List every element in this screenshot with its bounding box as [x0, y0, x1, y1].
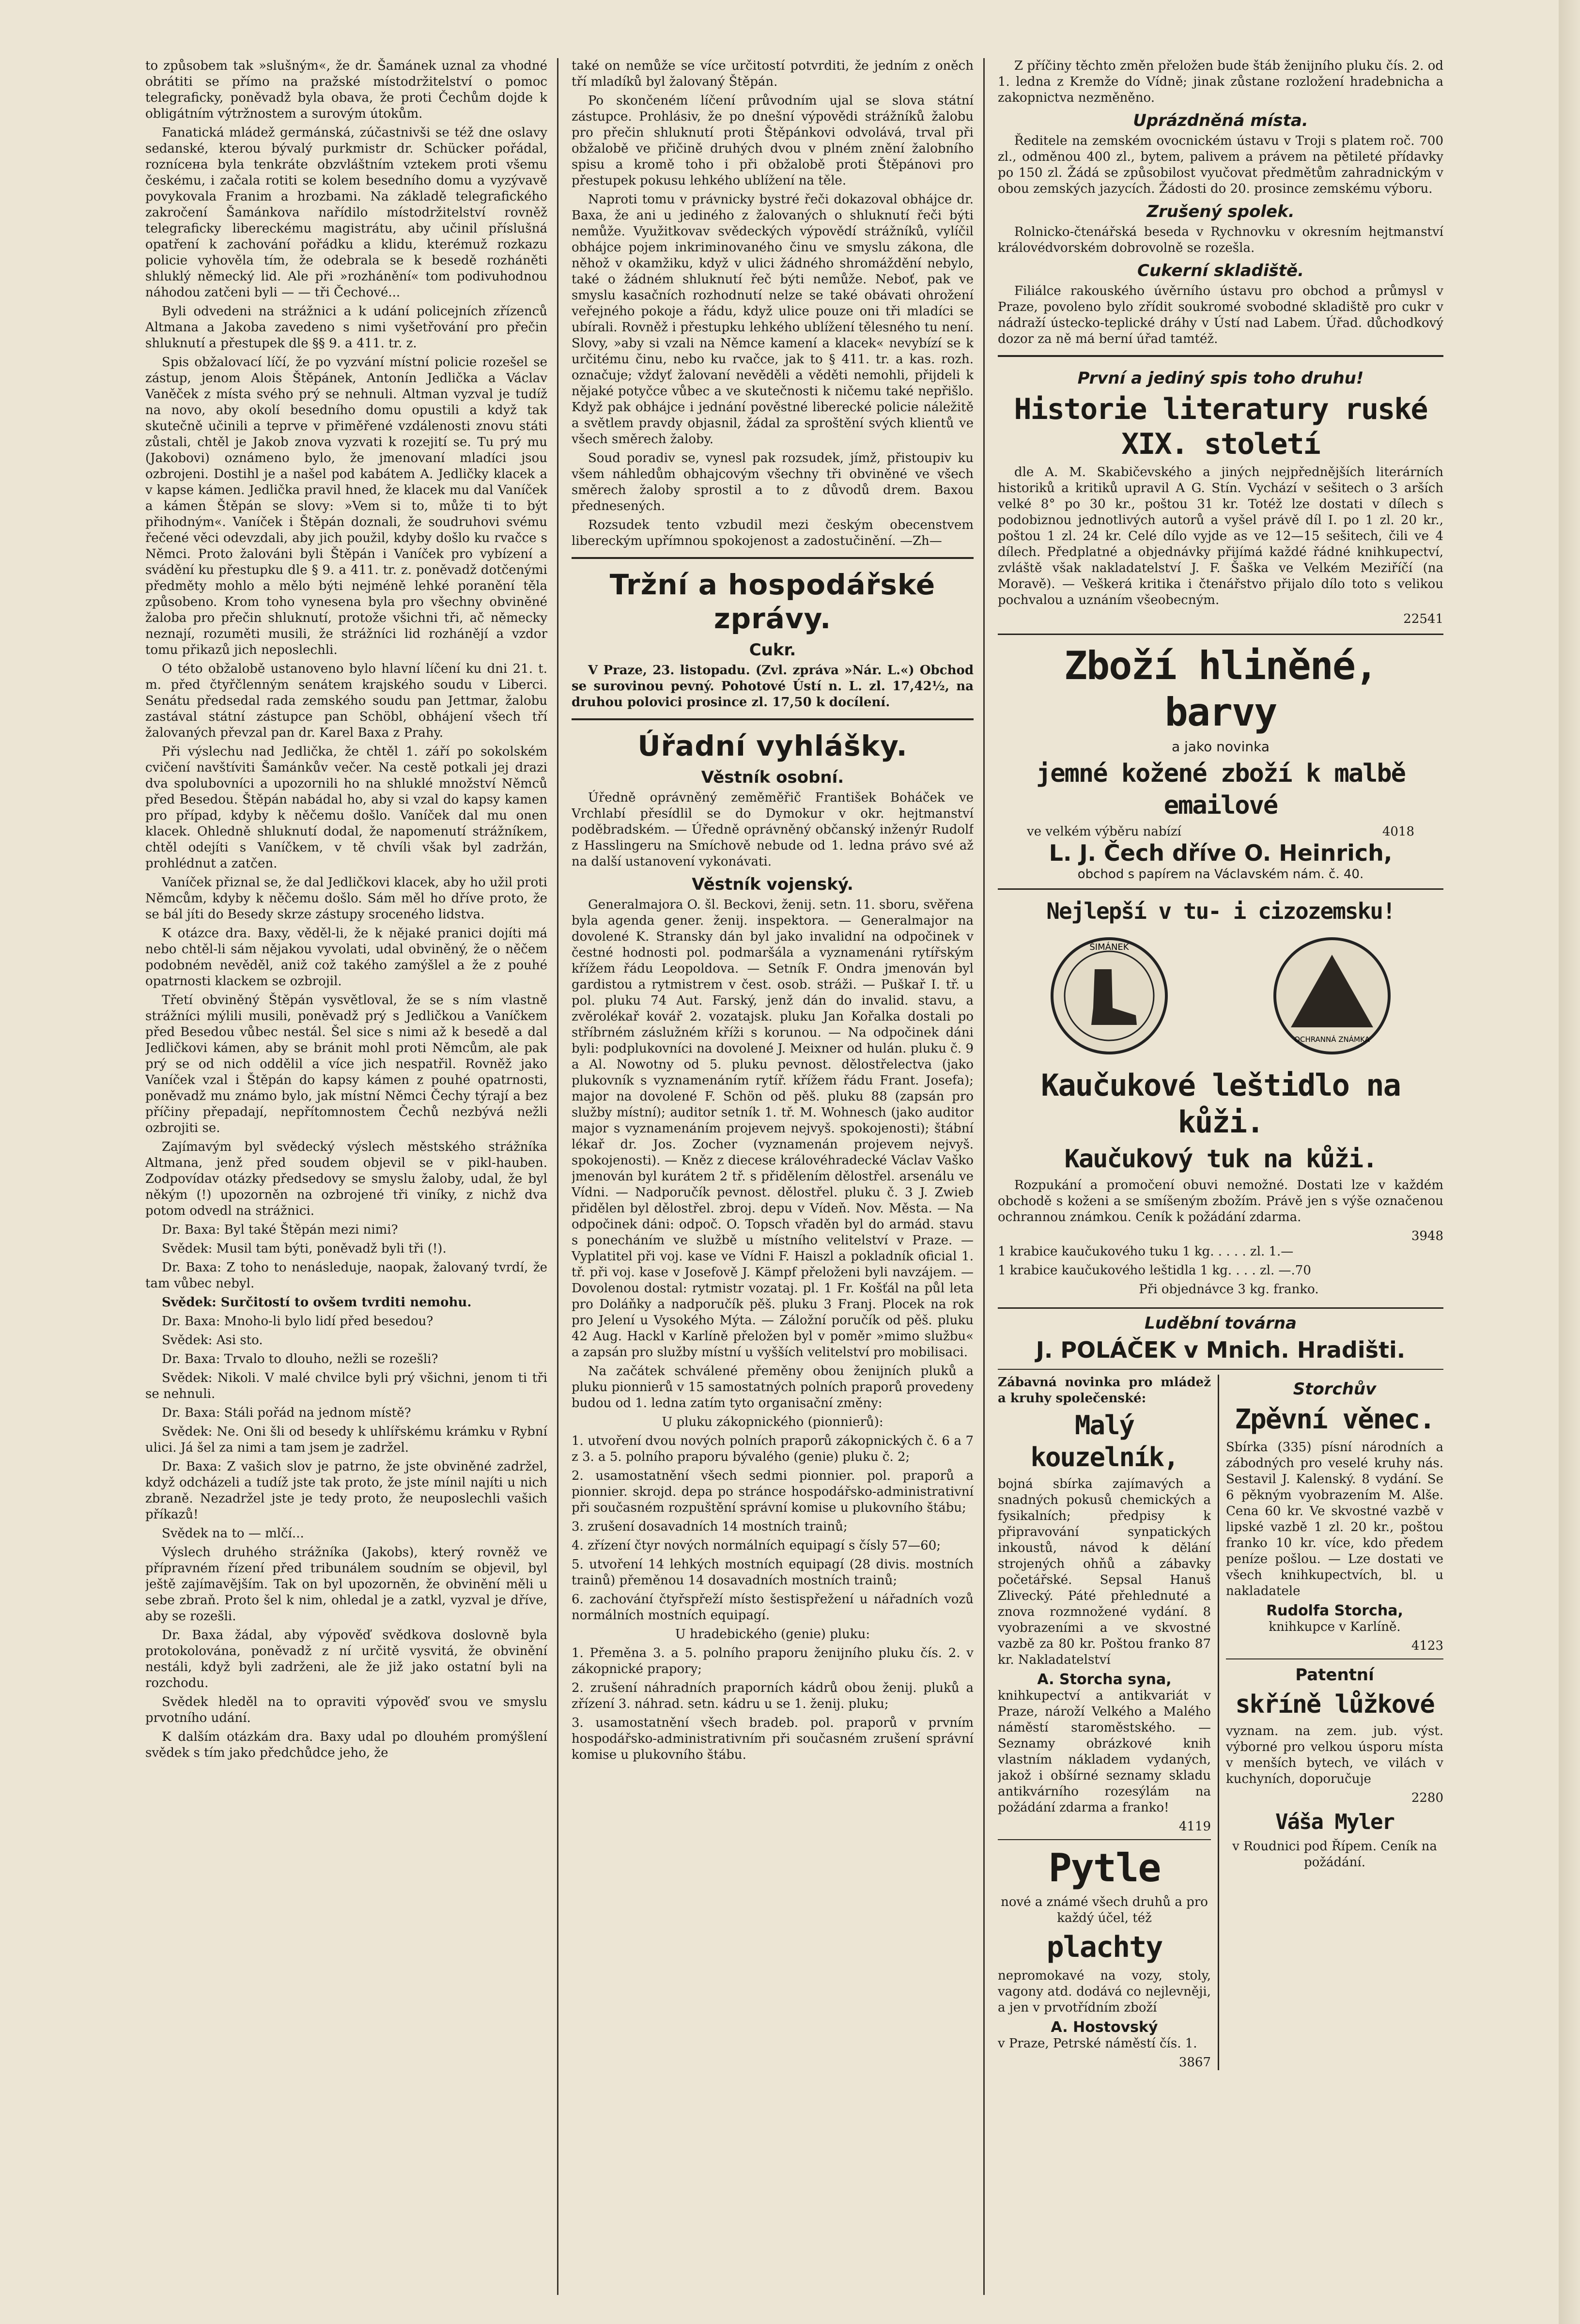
list-item: 1. utvoření dvou nových polních praporů zákopnických č. 6 a 7 z 3. a 5. polního praporu bývalého (genie) pluku č. 2; [572, 1434, 974, 1464]
paragraph: Soud poradiv se, vynesl pak rozsudek, jímž, přistoupiv ku všem náhledům obhajcovým všechny tři obviněné ve všech směrech žaloby sprostil a to z důvodů drem. Baxou přednesených. [572, 451, 974, 513]
boot-trademark-icon [1049, 935, 1170, 1056]
ad-text: Sbírka (335) písní národních a zábodných pro veselé kruhy nás. Sestavil J. Kalenský. 8 vydání. Se 6 pěkným vyobrazením M. Alše. Cena 60 kr. Ve skvostné vazbě v lipské vazbě 1 zl. 20 kr., poštou franko 10 kr. více, kdo předem peníze pošlou. — Lze dostati ve všech knihkupectvích, bl. u nakladatele [1226, 1440, 1443, 1598]
paragraph: Vaníček přiznal se, že dal Jedličkovi klacek, aby ho užil proti Němcům, kdyby k něčemu došlo. Sám měl ho dříve proto, že se bál jíti do Besedy skrze zástupy sroceného lidstva. [145, 875, 547, 922]
ad-number: 2280 [1411, 1791, 1443, 1805]
ad-headline: Luděbní továrna [1145, 1314, 1297, 1333]
list-item: 5. utvoření 14 lehkých mostních equipagí (28 divis. mostních trainů) přeměnou 14 dosavadních mostních trainů; [572, 1557, 974, 1588]
paragraph: K otázce dra. Baxy, věděl-li, že k nějaké pranici dojíti má nebo chtěl-li sám nějakou vyvolati, udal obviněný, že o něčem podobném nevěděl, aniž což takého zamýšlel a že z pouhé opatrnosti klackem se ozbrojil. [145, 926, 547, 989]
ad-number: 3867 [1178, 2055, 1211, 2070]
paragraph: Zajímavým byl svědecký výslech městského strážníka Altmana, jenž před soudem objevil se v pikl-hauben. Zodpovídav otázky předsedovy se smyslu žaloby, udal, že byl někým (!) upozorněn na ozbrojené tři viníky, z nichž dva potom odvedl na strážnici. [145, 1140, 547, 1218]
section-title-official: Úřadní vyhlášky. [637, 729, 908, 762]
column-divider [557, 58, 558, 2295]
ad-firm: Váša Myler [1275, 1810, 1394, 1834]
paragraph: Spis obžalovací líčí, že po vyzvání místní policie rozešel se zástup, jenom Alois Štěpánek, Antonín Jedlička a Václav Vaněček z místa svého prý se nehnuli. Altman vyzval je tudíž na novo, aby okolí besedního domu opustili a když tak skutečně učinili a teprve v přiměřené vzdálenosti znovu státi zůstali, chtěl je Jakob znova vyzvati k rozejití se. Tu prý mu (Jakobovi) oznámeno bylo, že jmenovaní mladíci jsou ozbrojeni. Dostihl je a našel pod kabátem A. Jedličky klacek a v kapse kámen. Jedlička pravil hned, že klacek mu dal Vaníček a kámen Štěpán se slovy: »Vem si to, může ti to být přihodným«. Vaníček i Štěpán doznali, že soudruhovi svému řečené věci odevzdali, aby jich použil, kdyby došlo ku rvačce s Němci. Proto žalováni byli Štěpán i Vaníček pro vybízení a svádění ku přestupku dle § 9. a 411. tr. z. poněvadž dotčenými předměty mohlo a mělo býti nejméně lehké poranění těla způsobeno. Krom toho vynesena byla pro všechny obviněné žaloba pro přečin shluknutí, protože všichni tři, ač německy neznají, rozuměti musili, že strážníci lid rozhánějí a vzdor tomu přikazů jich neposlechli. [145, 355, 547, 657]
ad-rule [1226, 1658, 1443, 1659]
ad-text: nové a známé všech druhů a pro každý účel, též [1001, 1895, 1208, 1925]
dialogue-line: Dr. Baxa: Mnoho-li bylo lidí před besedou? [162, 1314, 434, 1329]
dialogue-line: Dr. Baxa: Trvalo to dlouho, nežli se rozešli? [162, 1352, 438, 1366]
emblem-text: ŠIMÁNEK [1089, 942, 1129, 952]
ad-pottery [998, 635, 1443, 890]
ad-block-pair [998, 1375, 1443, 2070]
ad-headline: Storchův [1293, 1379, 1377, 1399]
ad-title-secondary: plachty [1046, 1930, 1162, 1964]
paragraph: K dalším otázkám dra. Baxy udal po dlouhém promýšlení svědek s tím jako předchůdce jeho, že [145, 1730, 547, 1760]
price-line: 1 krabice kaučukového leštidla 1 kg. . . . zl. —.70 [998, 1263, 1311, 1278]
paragraph: Úředně oprávněný zeměměřič František Boháček ve Vrchlabí přesídlil se do Dymokur v okr. hejtmanství poděbradském. — Úředně oprávněný občanský inženýr Rudolf z Hasslingeru na Smíchově nebude od 1. ledna právo své až na další ustanovení vykonávati. [572, 790, 974, 869]
section-rule [572, 557, 974, 559]
subsection-title: Cukr. [749, 640, 796, 660]
ad-title-secondary: Kaučukový tuk na kůži. [1064, 1145, 1377, 1174]
section-title-trade: Tržní a hospodářské zprávy. [609, 568, 936, 635]
ad-firm: A. Hostovský [1051, 2019, 1158, 2036]
triangle-trademark-icon [1271, 935, 1393, 1056]
ad-title: Zpěvní věnec. [1235, 1404, 1435, 1435]
ad-title: Zboží hliněné, barvy [1064, 643, 1378, 735]
paragraph: Dr. Baxa žádal, aby výpověď svědkova doslovně byla protokolována, poněvadž z ní určitě vysvitá, že obvinění nestáli, když byli zadrženi, ale že již jako ostatní byli na rozchodu. [145, 1628, 547, 1690]
paragraph: Svědek hleděl na to opraviti výpověď svou ve smyslu prvotního udání. [145, 1695, 547, 1725]
ad-number: 3948 [1411, 1229, 1443, 1243]
ad-text: Rozpukání a promočení obuvi nemožné. Dostati lze v každém obchodě s koženi a se smíšeným zbožím. Právě jen s výše označenou ochrannou známkou. Ceník k požádání zdarma. [998, 1178, 1443, 1224]
ad-text: dle A. M. Skabičevského a jiných nejpřednějších literárních historiků a kritiků upravil A G. Stín. Vychází v sešitech o 3 arších velké 8° po 30 kr., poštou 31 kr. Totéž lze dostati v dílech s podobiznou jednotlivých autorů a vyšel právě díl I. po 1 zl. 20 kr., poštou 1 zl. 24 kr. Celé dílo vyjde as ve 12—15 sešitech, čili ve 4 dílech. Předplatné a objednávky přijímá každé řádné knihkupectví, zvláště však nakladatelství J. F. Šaška ve Velkém Meziříčí (na Moravě). — Veškerá kritika i čtenářstvo přijalo dílo toto s velikou pochvalou a uznáním všeobecným. [998, 465, 1443, 607]
list-item: 3. usamostatnění všech bradeb. pol. praporů v prvním hospodářsko-administrativním při současném zrušení správní komise u plukovního štábu. [572, 1716, 974, 1762]
ad-firm: J. POLÁČEK v Mnich. Hradišti. [1036, 1337, 1406, 1363]
paragraph: Generalmajora O. šl. Beckovi, ženij. setn. 11. sboru, svěřena byla agenda gener. ženij. inspektora. — Generalmajor na dovolené K. Stransky dán byl jako invalidní na odpočinek v čestné hodnosti pol. podmaršála a vyznamenáni rytířským křížem řádu Leopoldova. — Setník F. Ondra jmenován byl gardistou a rytmistrem v čest. osob. stráži. — Puškař I. tř. u pol. pluku 74 Aut. Farský, jenž dán do invalid. stavu, a zvěrolékař kovář 2. vozatajsk. pluku Jan Kořalka dostali po stříbrném záslužném kříži s korunou. — Na odpočinek dáni byli: podplukovníci na dovolené J. Meixner od hulán. pluku č. 9 a Al. Nowotny od 5. pluku pevnost. dělostřelectva (jako plukovník s vyznamenáním rytíř. křížem řádu Frant. Josefa); major na dovolené F. Schön od pěš. pluku 88 (zapsán pro služby místní); auditor setník 1. tř. M. Wohnesch (jako auditor major s vyznamenáním projevem nejvyš. spokojenosti); štábní lékař dr. Jos. Zocher (vyznamenán projevem nejvyš. spokojenosti). — Kněz z diecese královéhradecké Václav Vaško jmenován byl kurátem 2 tř. s přidělením dělostřel. arsenálu ve Vídni. — Nadporučík pevnost. dělostřel. pluku č. 3 J. Zwieb přidělen byl dělostřel. zbroj. depu v Vídeň. Nov. Města. — Na odpočinek dáni: odpoč. O. Topsch vřaděn byl do armád. stavu s ponecháním ve službě u místního velitelství v Praze. — Vyplatitel při voj. kase ve Vídni F. Haiszl a pokladník oficial 1. tř. při voj. kase v Josefově J. Kämpf přeloženi byli navzájem. — Dovolenou dostal: rytmistr vozataj. pl. 1 Fr. Košťál na půl leta pro Doláňky a nadporučík pěš. pluku 3 Franj. Plocek na rok pro Jelení u Vysokého Mýta. — Záložní poručík od pěš. pluku 42 Aug. Hackl v Karlíně přeložen byl v poměr »mimo službu« a zapsán pro služby místní u vyšších velitelství pro mobilisaci. [572, 898, 974, 1360]
ad-line: ve velkém výběru nabízí [1027, 824, 1181, 839]
subsection-title: Cukerní skladiště. [1137, 261, 1304, 280]
paragraph: Po skončeném líčení průvodním ujal se slova státní zástupce. Prohlásiv, že po dnešní výpovědi strážníků žalobu pro přečin shluknutí proti Štěpánkovi odvolává, trval při obžalobě ve přičině druhých dvou v plném znění žalobního spisu a kromě toho i při obžalobě proti Štěpánovi pro přestupek pokusu lehkého ublížení na těle. [572, 93, 974, 188]
list-item: 3. zrušení dosavadních 14 mostních trainů; [572, 1519, 848, 1534]
paragraph: Byli odvedeni na strážnici a k udání policejních zřízenců Altmana a Jakoba zavedeno s nimi vyšetřování pro přečin shluknutí a přestupek dle §§ 9. a 411. tr. z. [145, 304, 547, 351]
ad-address: knihkupce v Karlíně. [1269, 1620, 1401, 1634]
column-1 [145, 58, 547, 2305]
list-heading: U pluku zákopnického (pionnierů): [662, 1415, 883, 1429]
paragraph: Fanatická mládež germánská, zúčastnivši se též dne oslavy sedanské, kterou bývalý purkmistr dr. Schücker pořádal, rozníceна byla tenkráte obzvláštním vztekem proti všemu českému, i začala rotiti se kolem besedního domu a vyzývavě povykovala Franim a hrozbami. Na základě telegrafického zakročení Šamánkova nařídilo místodržitelství rovněž telegraficky libereckému magistrátu, aby učinil příslušná opatření k zachování pořádku a klidu, kterémuž rozkazu policie vyhověla tím, že odebrala se k besedě rozháněti shluklý německý lid. Ale při »rozhánění« tom podivuhodnou náhodou zatčeni byli — — tři Čechové... [145, 125, 547, 300]
column-3 [998, 58, 1443, 2305]
paragraph: Rozsudek tento vzbudil mezi českým obecenstvem libereckým upřímnou spokojenost a zadostučinění. —Zh— [572, 518, 974, 548]
list-heading: U hradebického (genie) pluku: [675, 1627, 870, 1642]
column-2 [572, 58, 974, 2305]
dialogue-line: Svědek: Asi sto. [162, 1333, 263, 1348]
subsection-title: Zrušený spolek. [1146, 202, 1295, 221]
ad-text: Při objednávce 3 kg. franko. [1139, 1282, 1319, 1297]
ad-songs [1219, 1375, 1443, 2070]
ad-text: Zábavná novinka pro mládež a kruhy společenské: [998, 1375, 1211, 1406]
dialogue-line: Dr. Baxa: Stáli pořád na jednom místě? [162, 1406, 411, 1420]
ad-number: 22541 [1403, 612, 1443, 626]
ad-title: Pytle [1048, 1845, 1161, 1890]
price-line: 1 krabice kaučukového tuku 1 kg. . . . . zl. 1.— [998, 1244, 1294, 1259]
ad-text: nepromokavé na vozy, stoly, vagony atd. dodává co nejlevněji, a jen v prvotřídním zboží [998, 1968, 1211, 2015]
paragraph: také on nemůže se více určitostí potvrditi, že jedním z oněch tří mladíků byl žalovaný Štěpán. [572, 59, 974, 89]
ad-subline: a jako novinka [1171, 739, 1270, 755]
list-item: 2. zrušení náhradních praporních kádrů obou ženij. pluků a zřízení 3. náhrad. setn. kádru u se 1. ženij. pluku; [572, 1681, 974, 1711]
paragraph: O této obžalobě ustanoveno bylo hlavní líčení ku dni 21. t. m. před čtyřčlenným senátem krajského soudu v Liberci. Senátu předsedal rada zemského soudu pan Jettmar, žalobu zastával státní zástupce pan Schöbl, obhájení všech tří žalovaných převzal pan dr. Karel Baxa z Prahy. [145, 662, 547, 740]
subsection-title: Věstník osobní. [701, 768, 844, 787]
emblem-text: OCHRANNÁ ZNÁMKA [1294, 1035, 1370, 1044]
ad-number: 4119 [1178, 1819, 1211, 1834]
ad-text: knihkupectví a antikvariát v Praze, nároží Velkého a Malého náměstí staroměstského. — Seznamy obrázkové knih vlastním nákladem vydaných, jakož i obšírné seznamy skladu antikvárního rozesýlám na požádání zdarma a franko! [998, 1689, 1211, 1815]
section-rule [572, 718, 974, 720]
ad-number: 4123 [1411, 1639, 1443, 1653]
ad-rule [998, 355, 1443, 357]
list-item: 1. Přeměna 3. a 5. polního praporu ženijního pluku čís. 2. v zákopnické prapory; [572, 1646, 974, 1676]
ad-title-secondary: jemné kožené zboží k malbě emailové [1036, 759, 1405, 820]
list-item: 6. zachování čtyřspřeží místo šestispřežení u nářadních vozů normálních mostních equipagí. [572, 1592, 974, 1623]
ad-number: 4018 [1382, 824, 1414, 839]
column-divider [983, 58, 985, 2295]
dialogue-line: Svědek: Nikoli. V malé chvilce byli prý všichni, jenom ti tři se nehnuli. [145, 1371, 547, 1401]
dialogue-line: Svědek: Ne. Oni šli od besedy k uhlířskému krámku v Rybní ulici. Já šel za nimi a tam jsem je zadržel. [145, 1425, 547, 1455]
dialogue-line: Svědek: Musil tam býti, poněvadž byli tři (!). [162, 1241, 447, 1256]
ad-firm: A. Storcha syna, [1037, 1671, 1172, 1688]
page-edge [1559, 0, 1580, 2324]
ad-title: Historie literatury ruské XIX. století [1014, 392, 1427, 461]
ad-headline: Patentní [1295, 1665, 1374, 1685]
ad-rule [998, 1369, 1443, 1370]
ad-headline: Nejlepší v tu- i cizozemsku! [1046, 898, 1395, 924]
ad-firm: L. J. Čech dříve O. Heinrich, [1049, 840, 1393, 866]
paragraph: Ředitele na zemském ovocnickém ústavu v Troji s platem roč. 700 zl., odměnou 400 zl., bytem, palivem a právem na pětileté přídavky po 150 zl. Žádá se způsobilost vyučovat předmětům zahradnickým v obou zemských jazycích. Žádosti do 20. prosince zemskému výboru. [998, 134, 1443, 196]
paragraph: Na začátek schválené přeměny obou ženijních pluků a pluku pionnierů v 15 samostatných polních praporů provedeny budou od 1. ledna zatím tyto organisační změny: [572, 1364, 974, 1410]
subsection-title: Věstník vojenský. [692, 875, 853, 894]
dialogue-line: Svědek na to — mlčí... [162, 1526, 304, 1541]
ad-address: v Praze, Petrské náměstí čís. 1. [998, 2036, 1197, 2051]
paragraph: Rolnicko-čtenářská beseda v Rychnovku v okresním hejtmanství královédvorském dobrovolně se rozešla. [998, 225, 1443, 255]
ad-magic [998, 1375, 1219, 2070]
trademark-row [998, 928, 1443, 1064]
ad-text: bojná sbírka zajímavých a snadných pokusů chemických a fysikalních; předpisy k připravování synpatických inkoustů, návod k dělání strojených ohňů a zábavky početářské. Sepsal Hanuš Zlivecký. Páté přehlednuté a znova rozmnožené vydání. 8 vyobrazeními a ve skvostné vazbě za 80 kr. Poštou franko 87 kr. Nakladatelství [998, 1477, 1211, 1667]
ad-book [998, 359, 1443, 635]
dialogue-line: Dr. Baxa: Byl také Štěpán mezi nimi? [162, 1223, 398, 1237]
dialogue-line: Dr. Baxa: Z toho to nenásleduje, naopak, žalovaný tvrdí, že tam vůbec nebyl. [145, 1260, 547, 1291]
paragraph: Z příčiny těchto změn přeložen bude štáb ženijního pluku čís. 2. od 1. ledna z Kremže do Vídně; jinak zůstane rozložení hradebnicha a zakopnictva nezměněno. [998, 59, 1443, 105]
paragraph: Třetí obviněný Štěpán vysvětloval, že se s ním vlastně strážníci mýlili musili, poněvadž prý s Jedličkou a Vaníčkem před Besedou vůbec nestál. Šel sice s nimi až k besedě a dal Jedličkovi kámen, aby se bránit mohl proti Němcům, ale pak prý se od nich oddělil a více jich nespatřil. Rovněž jako Vaníček vzal i Štěpán do kapsy kámen z pouhé opatrnosti, poněvadž mu známo bylo, jak místní Němci Čechy týrají a bez příčiny přepadají, nepřítomnostem Čechů nezbývá nežli ozbrojiti se. [145, 993, 547, 1135]
list-item: 4. zřízení čtyr nových normálních equipagí s čísly 57—60; [572, 1538, 941, 1553]
paragraph: Filiálce rakouského úvěrního ústavu pro obchod a průmysl v Praze, povoleno bylo zřídit soukromé svobodné skladiště pro cukr v nádraží ústecko-teplické dráhy v Ústí nad Labem. Úřad. důchodkový dozor za ně má berní úřad tamtéž. [998, 284, 1443, 346]
paragraph: Naproti tomu v právnicky bystré řeči dokazoval obhájce dr. Baxa, že ani u jediného z žalovaných o shluknutí řeči býti nemůže. Využitkovav svědeckých výpovědí strážníků, vylíčil obhájce pojem inkriminovaného činu ve smyslu zákona, dle něhož v okamžiku, když v ulici žádného shromáždění nebylo, také o žádném shluknutí řeč býti nemůže. Neboť, pak ve smyslu kasačních rozhodnutí nelze se také obávati ohrožení veřejného pokoje a řádu, když ulice pouze oni tři mladíci se ubírali. Rovněž i přestupku lehkého ublížení tělesného tu není. Slovy, »aby si vzali na Němce kamení a klacek« nevybízí se k určitému činu, nebo ku rvačce, jak to § 411. tr. a kas. rozh. označuje; vždyť žalovaní nevěděli a věděti nemohli, přijdeli k nějaké potyčce vůbec a ve skutečnosti k ničemu také nepřišlo. Když pak obhájce i jednání pověstné liberecké policie náležitě a světlem pravdy objasnil, žádal za sproštění svých klientů ve všech směrech žaloby. [572, 192, 974, 447]
ad-rule [998, 1839, 1211, 1840]
subsection-title: Uprázdněná místa. [1133, 111, 1308, 130]
paragraph: V Praze, 23. listopadu. (Zvl. zpráva »Nár. L.«) Obchod se surovinou pevný. Pohotové Ústí n. L. zl. 17,42½, na druhou polovici prosince zl. 17,50 k docílení. [572, 663, 974, 710]
ad-firm: Rudolfa Storcha, [1266, 1602, 1403, 1619]
dialogue-line: Dr. Baxa: Z vašich slov je patrno, že jste obviněné zadržel, když odcházeli a tudíž jste tak proto, že jste mínil najíti u nich zbraně. Nezadržel jste je tedy proto, že neuposlechli vašich příkazů! [145, 1459, 547, 1522]
paragraph: Při výslechu nad Jedlička, že chtěl 1. září po sokolském cvičení navštíviti Šamánkův večer. Na cestě potkali jej drazi dva spolubovníci a upozornili ho na shluklé množství Němců před Besedou. Štěpán nabádal ho, aby si vzal do kapsy kamen pro případ, kdyby k něčemu došlo. Vaníček dal mu onen klacek. Ohledně shluknutí dodal, že napomenutí strážníkem, chtěl odejíti s Vaníčkem, v tě chvíli však byl zadržán, prohlédnut a zatčen. [145, 744, 547, 871]
paragraph: Výslech druhého strážníka (Jakobs), který rovněž ve přípravném řízení před tribunálem soudním se objevil, byl ještě zajímavějším. Tak on byl upozorněn, že obvinění měli u sebe zbraň. Proto šel k nim, ohledal je a zatkl, vyzval je dříve, aby se rozešli. [145, 1545, 547, 1624]
paragraph: to způsobem tak »slušným«, že dr. Šamánek uznal za vhodné obrátiti se přímo na pražské místodržitelství o pomoc telegraficky, poněvadž byla obava, že proti Čechům dojde k obligátním výtržnostem a surovým útokům. [145, 59, 547, 121]
ad-address: obchod s papírem na Václavském nám. č. 40. [1077, 867, 1364, 882]
ad-title: skříně lůžkové [1235, 1690, 1434, 1719]
ad-polish [998, 890, 1443, 1309]
dialogue-line: Svědek: Surčitostí to ovšem tvrditi nemohu. [162, 1295, 472, 1310]
ad-title: Malý kouzelník, [1030, 1410, 1178, 1472]
ad-title: Kaučukové leštidlo na kůži. [1041, 1068, 1400, 1140]
ad-headline: První a jediný spis toho druhu! [1077, 369, 1364, 388]
list-item: 2. usamostatnění všech sedmi pionnier. pol. praporů a pionnier. skrojd. depa po stránce hospodářsko-administrativní při současném rozpuštění správní komise u plukovního štábu; [572, 1469, 974, 1515]
ad-address: v Roudnici pod Řípem. Ceník na požádání. [1232, 1839, 1437, 1870]
ad-text: vyznam. na zem. jub. výst. výborné pro velkou úsporu místa v menších bytech, ve vilách v kuchyních, doporučuje [1226, 1724, 1443, 1786]
